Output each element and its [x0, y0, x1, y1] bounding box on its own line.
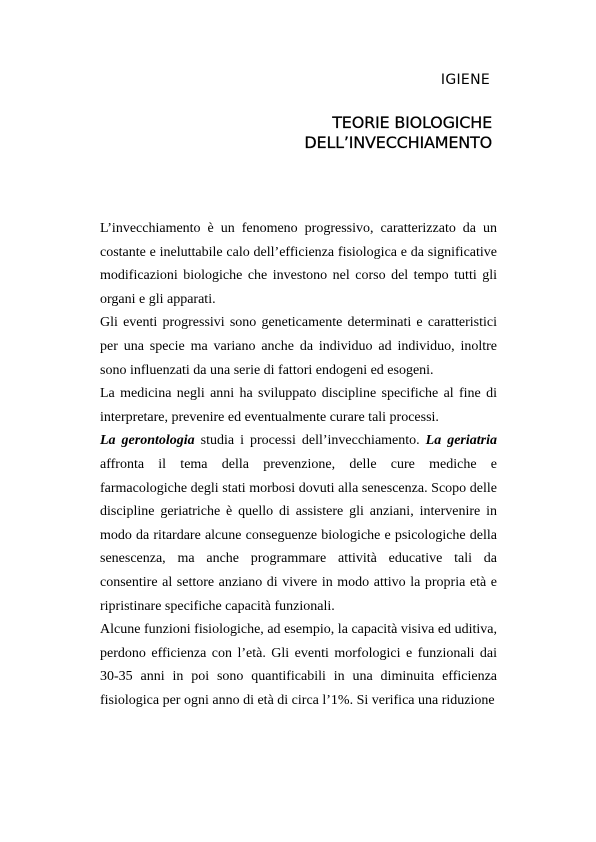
- page-title-line-2: DELL’INVECCHIAMENTO: [304, 133, 492, 152]
- term-gerontologia: La gerontologia: [100, 433, 195, 449]
- page-title-line-1: TEORIE BIOLOGICHE: [332, 113, 492, 132]
- paragraph-3: La medicina negli anni ha sviluppato discipline specifiche al fine di interpretare, prevenire ed eventualmente curare tali processi.: [100, 386, 497, 425]
- paragraph-4: [100, 429, 497, 618]
- paragraph-2: Gli eventi progressivi sono geneticamente determinati e caratteristici per una specie ma variano anche da individuo ad individuo, inoltre sono influenzati da una serie di fattori endogeni ed esogeni.: [100, 315, 497, 378]
- paragraph-4-text-1: studia i processi dell’invecchiamento.: [194, 433, 426, 449]
- paragraph-5: Alcune funzioni fisiologiche, ad esempio, la capacità visiva ed uditiva, perdono efficienza con l’età. Gli eventi morfologici e funzionali dai 30-35 anni in poi sono quantificabili in una diminuita efficienza fisiologica per ogni anno di età di circa l’1%. Si verifica una riduzione: [100, 622, 497, 708]
- body-text: [100, 217, 497, 712]
- section-label: IGIENE: [440, 72, 490, 88]
- page-title: [112, 113, 492, 153]
- paragraph-1: L’invecchiamento è un fenomeno progressivo, caratterizzato da un costante e ineluttabile calo dell’efficienza fisiologica e da significative modificazioni biologiche che investono nel corso del tempo tutti gli organi e gli apparati.: [100, 221, 497, 307]
- paragraph-4-text-2: affronta il tema della prevenzione, delle cure mediche e farmacologiche degli stati morbosi dovuti alla senescenza. Scopo delle discipline geriatriche è quello di assistere gli anziani, intervenire in modo da ritardare alcune conseguenze biologiche e psicologiche della senescenza, ma anche programmare attività educative tali da consentire al settore anziano di vivere in modo attivo la propria età e ripristinare specifiche capacità funzionali.: [100, 456, 497, 614]
- term-geriatria: La geriatria: [425, 433, 497, 449]
